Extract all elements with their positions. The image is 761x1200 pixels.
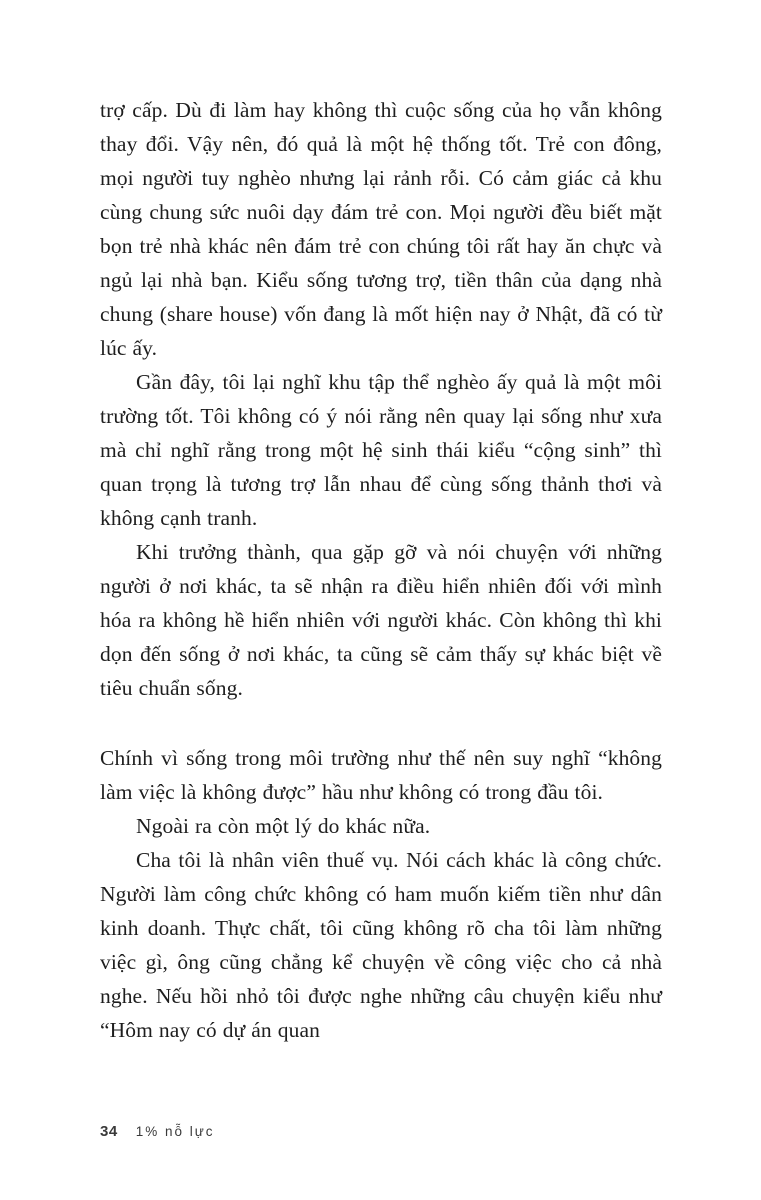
paragraph: Gần đây, tôi lại nghĩ khu tập thể nghèo ấy quả là một môi trường tốt. Tôi không có ý nói rằng nên quay lại sống như xưa mà chỉ nghĩ rằng trong một hệ sinh thái kiểu “cộng sinh” thì quan trọng là tương trợ lẫn nhau để cùng sống thảnh thơi và không cạnh tranh.	[100, 370, 662, 530]
page-text	[100, 93, 662, 1047]
paragraph-section-start: Chính vì sống trong môi trường như thế nên suy nghĩ “không làm việc là không được” hầu như không có trong đầu tôi.	[100, 746, 662, 804]
paragraph: Khi trưởng thành, qua gặp gỡ và nói chuyện với những người ở nơi khác, ta sẽ nhận ra điều hiển nhiên đối với mình hóa ra không hề hiển nhiên với người khác. Còn không thì khi dọn đến sống ở nơi khác, ta cũng sẽ cảm thấy sự khác biệt về tiêu chuẩn sống.	[100, 540, 662, 700]
paragraph: Ngoài ra còn một lý do khác nữa.	[136, 814, 431, 838]
page-footer	[100, 1123, 215, 1140]
footer-book-title: 1% nỗ lực	[135, 1124, 215, 1139]
paragraph-continuation: trợ cấp. Dù đi làm hay không thì cuộc sống của họ vẫn không thay đổi. Vậy nên, đó quả là một hệ thống tốt. Trẻ con đông, mọi người tuy nghèo nhưng lại rảnh rỗi. Có cảm giác cả khu cùng chung sức nuôi dạy đám trẻ con. Mọi người đều biết mặt bọn trẻ nhà khác nên đám trẻ con chúng tôi rất hay ăn chực và ngủ lại nhà bạn. Kiểu sống tương trợ, tiền thân của dạng nhà chung (share house) vốn đang là mốt hiện nay ở Nhật, đã có từ lúc ấy.	[100, 98, 662, 360]
page-number: 34	[100, 1123, 118, 1140]
paragraph: Cha tôi là nhân viên thuế vụ. Nói cách khác là công chức. Người làm công chức không có ham muốn kiếm tiền như dân kinh doanh. Thực chất, tôi cũng không rõ cha tôi làm những việc gì, ông cũng chẳng kể chuyện về công việc cho cả nhà nghe. Nếu hồi nhỏ tôi được nghe những câu chuyện kiểu như “Hôm nay có dự án quan	[100, 848, 662, 1042]
